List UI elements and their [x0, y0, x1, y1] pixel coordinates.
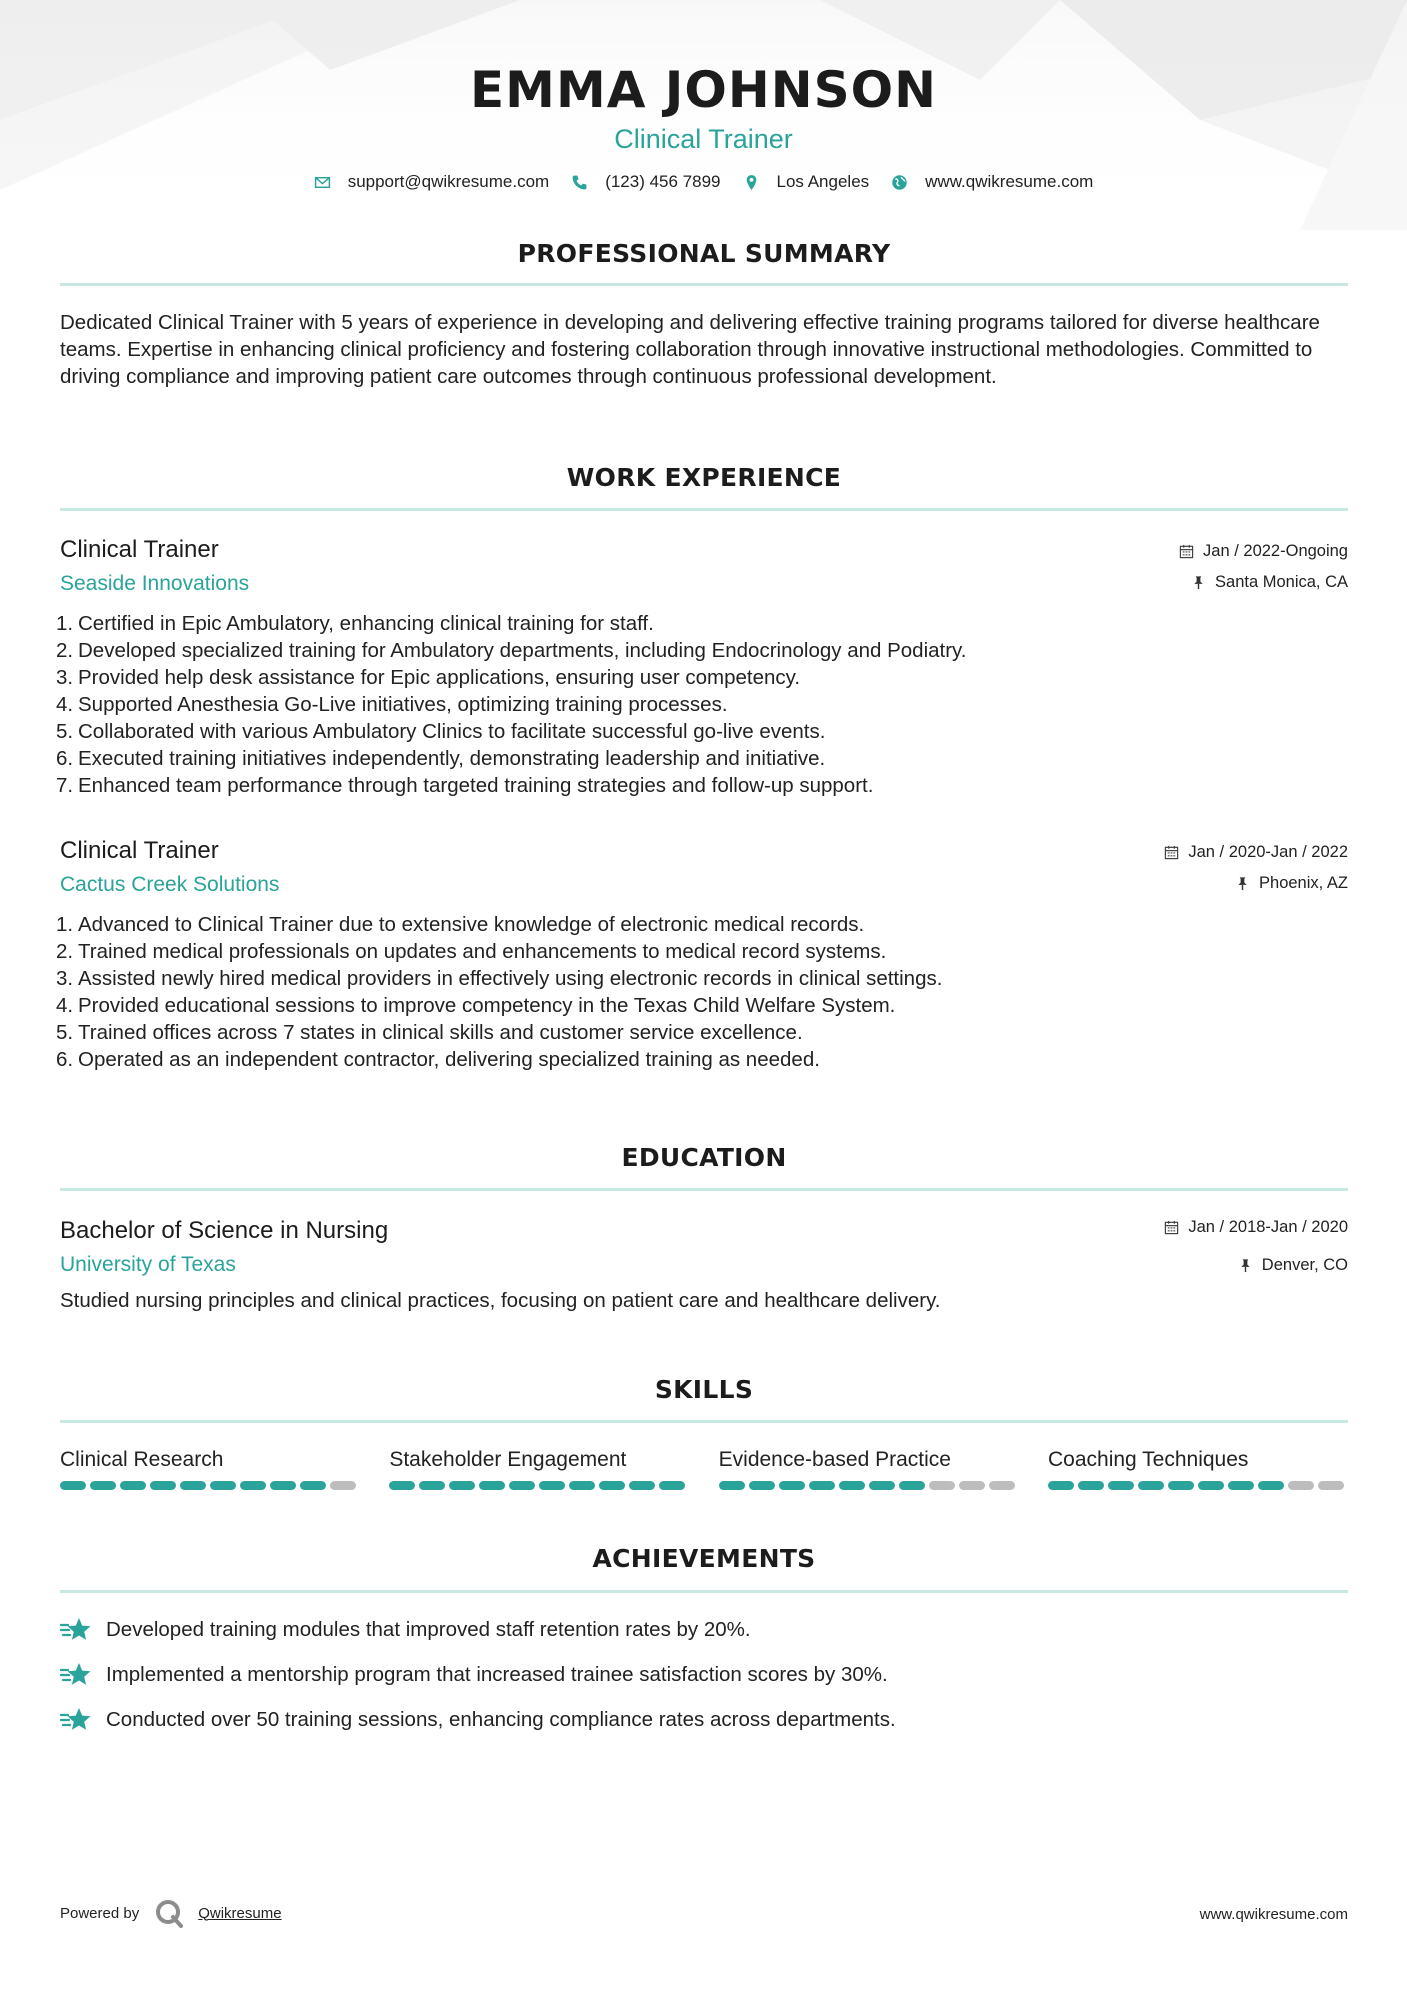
skill-segment-filled — [120, 1481, 146, 1490]
job-entry — [56, 836, 1348, 1073]
skill-level-bar — [719, 1481, 1019, 1490]
education-date-text: Jan / 2018-Jan / 2020 — [1188, 1217, 1348, 1236]
list-item: 4. Provided educational sessions to improve competency in the Texas Child Welfare System. — [56, 994, 896, 1017]
achievement-item — [60, 1661, 1348, 1689]
skill-segment-filled — [779, 1481, 805, 1490]
skill-segment-filled — [90, 1481, 116, 1490]
skill-segment-filled — [270, 1481, 296, 1490]
skill-segment-filled — [240, 1481, 266, 1490]
list-item: 2. Developed specialized training for Ambulatory departments, including Endocrinology and Podiatry. — [56, 639, 967, 662]
skill-segment-filled — [1108, 1481, 1134, 1490]
achievement-text: Conducted over 50 training sessions, enhancing compliance rates across departments. — [106, 1708, 896, 1731]
skill-name: Clinical Research — [60, 1448, 224, 1471]
contact-location-text: Los Angeles — [776, 172, 870, 191]
job-date-text: Jan / 2022-Ongoing — [1203, 541, 1348, 560]
skill-segment-filled — [539, 1481, 565, 1490]
job-location — [1179, 571, 1348, 593]
skill-segment-filled — [899, 1481, 925, 1490]
job-meta — [1179, 535, 1348, 593]
skill-segment-filled — [449, 1481, 475, 1490]
education-location-text: Denver, CO — [1261, 1255, 1348, 1274]
contact-phone[interactable] — [571, 172, 720, 192]
skill-level-bar — [1048, 1481, 1348, 1490]
footer-website[interactable]: www.qwikresume.com — [1199, 1906, 1348, 1923]
skill-item — [1048, 1446, 1348, 1490]
envelope-icon — [314, 174, 331, 191]
skill-name: Stakeholder Engagement — [389, 1448, 627, 1471]
skill-segment-filled — [629, 1481, 655, 1490]
map-pin-icon — [743, 174, 760, 191]
skill-level-bar — [389, 1481, 689, 1490]
skill-segment-empty — [959, 1481, 985, 1490]
skill-segment-filled — [839, 1481, 865, 1490]
skill-segment-filled — [180, 1481, 206, 1490]
skill-segment-filled — [1168, 1481, 1194, 1490]
skill-segment-filled — [1228, 1481, 1254, 1490]
star-icon — [60, 1706, 92, 1734]
skill-segment-filled — [719, 1481, 745, 1490]
contact-phone-text: (123) 456 7899 — [605, 172, 721, 191]
job-date-text: Jan / 2020-Jan / 2022 — [1188, 842, 1348, 861]
skill-segment-filled — [60, 1481, 86, 1490]
footer-brand-link[interactable]: Qwikresume — [198, 1904, 282, 1922]
list-item: 3. Provided help desk assistance for Epic applications, ensuring user competency. — [56, 666, 801, 689]
achievement-item — [60, 1706, 1348, 1734]
list-item: 7. Enhanced team performance through targeted training strategies and follow-up support. — [56, 774, 874, 797]
job-company: Cactus Creek Solutions — [60, 873, 280, 896]
contact-website[interactable] — [891, 172, 1093, 192]
contact-website-text: www.qwikresume.com — [925, 172, 1094, 191]
job-location — [1164, 872, 1348, 894]
skill-segment-filled — [809, 1481, 835, 1490]
list-item: 1. Advanced to Clinical Trainer due to extensive knowledge of electronic medical records. — [56, 913, 865, 936]
job-location-text: Phoenix, AZ — [1259, 873, 1348, 892]
skill-segment-empty — [1318, 1481, 1344, 1490]
skill-item — [60, 1446, 360, 1490]
star-icon — [60, 1616, 92, 1644]
section-title-achievements: ACHIEVEMENTS — [592, 1544, 816, 1573]
skill-segment-filled — [300, 1481, 326, 1490]
skill-segment-empty — [330, 1481, 356, 1490]
skill-segment-filled — [599, 1481, 625, 1490]
section-title-summary: PROFESSIONAL SUMMARY — [517, 239, 891, 268]
skills-list — [60, 1446, 1348, 1490]
pushpin-icon — [1235, 876, 1250, 891]
skill-segment-filled — [659, 1481, 685, 1490]
candidate-name: EMMA JOHNSON — [470, 61, 937, 119]
job-date — [1164, 841, 1348, 863]
job-title: Clinical Trainer — [60, 536, 219, 563]
job-entry — [56, 535, 1348, 799]
calendar-icon — [1164, 845, 1179, 860]
section-divider — [60, 1590, 1348, 1593]
job-bullets — [56, 911, 1348, 1073]
skill-segment-empty — [989, 1481, 1015, 1490]
skill-segment-filled — [210, 1481, 236, 1490]
skill-segment-empty — [929, 1481, 955, 1490]
skill-segment-filled — [869, 1481, 895, 1490]
skill-segment-filled — [419, 1481, 445, 1490]
education-degree: Bachelor of Science in Nursing — [60, 1217, 389, 1244]
skill-item — [719, 1446, 1019, 1490]
summary-text: Dedicated Clinical Trainer with 5 years of experience in developing and delivering effective training programs tailored for diverse healthcare teams. Expertise in enhancing clinical proficiency and fostering collaboration through innovative instructional methodologies. Committed to driving compliance and improving patient care outcomes through continuous professional development. — [60, 311, 1320, 388]
candidate-role: Clinical Trainer — [614, 124, 793, 154]
skill-segment-filled — [1138, 1481, 1164, 1490]
list-item: 5. Trained offices across 7 states in clinical skills and customer service excellence. — [56, 1021, 803, 1044]
skill-segment-filled — [150, 1481, 176, 1490]
calendar-icon — [1179, 544, 1194, 559]
contact-location — [743, 172, 870, 192]
skill-segment-filled — [1198, 1481, 1224, 1490]
resume-header — [0, 58, 1407, 156]
job-meta — [1164, 836, 1348, 894]
contact-bar — [0, 172, 1407, 192]
calendar-icon — [1164, 1220, 1179, 1235]
section-title-education: EDUCATION — [621, 1143, 787, 1172]
skill-name: Coaching Techniques — [1047, 1448, 1249, 1471]
contact-email[interactable] — [314, 172, 550, 192]
list-item: 6. Operated as an independent contractor, delivering specialized training as needed. — [56, 1048, 820, 1071]
achievements-list — [60, 1616, 1348, 1751]
section-divider — [60, 508, 1348, 511]
skill-segment-filled — [479, 1481, 505, 1490]
job-bullets — [56, 610, 1348, 799]
education-description: Studied nursing principles and clinical practices, focusing on patient care and healthcare delivery. — [60, 1289, 941, 1312]
footer-powered-by — [60, 1898, 282, 1928]
education-date — [1164, 1216, 1348, 1238]
achievement-text: Implemented a mentorship program that increased trainee satisfaction scores by 30%. — [106, 1663, 888, 1686]
education-entry — [60, 1216, 1348, 1314]
job-company: Seaside Innovations — [60, 572, 250, 595]
list-item: 2. Trained medical professionals on updates and enhancements to medical record systems. — [56, 940, 887, 963]
education-meta — [1164, 1216, 1348, 1276]
skill-item — [389, 1446, 689, 1490]
section-divider — [60, 1420, 1348, 1423]
job-title: Clinical Trainer — [60, 837, 219, 864]
pushpin-icon — [1238, 1258, 1253, 1273]
job-date — [1179, 540, 1348, 562]
powered-by-label: Powered by — [60, 1904, 140, 1922]
contact-email-text: support@qwikresume.com — [347, 172, 550, 191]
skill-level-bar — [60, 1481, 360, 1490]
list-item: 5. Collaborated with various Ambulatory Clinics to facilitate successful go-live events. — [56, 720, 826, 743]
list-item: 1. Certified in Epic Ambulatory, enhancing clinical training for staff. — [56, 612, 654, 635]
section-title-skills: SKILLS — [654, 1375, 754, 1404]
qwikresume-logo-icon — [154, 1898, 184, 1928]
achievement-item — [60, 1616, 1348, 1644]
section-divider — [60, 1188, 1348, 1191]
skill-segment-filled — [749, 1481, 775, 1490]
skill-segment-filled — [1258, 1481, 1284, 1490]
skill-segment-filled — [1078, 1481, 1104, 1490]
pushpin-icon — [1191, 575, 1206, 590]
skill-segment-filled — [569, 1481, 595, 1490]
skill-segment-filled — [389, 1481, 415, 1490]
achievement-text: Developed training modules that improved staff retention rates by 20%. — [106, 1618, 751, 1641]
list-item: 4. Supported Anesthesia Go-Live initiatives, optimizing training processes. — [56, 693, 728, 716]
section-divider — [60, 283, 1348, 286]
list-item: 3. Assisted newly hired medical providers in effectively using electronic records in clinical settings. — [56, 967, 943, 990]
list-item: 6. Executed training initiatives independently, demonstrating leadership and initiative. — [56, 747, 826, 770]
education-location — [1164, 1254, 1348, 1276]
phone-icon — [571, 174, 588, 191]
skill-segment-empty — [1288, 1481, 1314, 1490]
skill-segment-filled — [509, 1481, 535, 1490]
globe-icon — [891, 174, 908, 191]
section-title-experience: WORK EXPERIENCE — [566, 463, 842, 492]
star-icon — [60, 1661, 92, 1689]
skill-name: Evidence-based Practice — [718, 1448, 951, 1471]
job-location-text: Santa Monica, CA — [1215, 572, 1348, 591]
skill-segment-filled — [1048, 1481, 1074, 1490]
education-school: University of Texas — [60, 1253, 236, 1276]
